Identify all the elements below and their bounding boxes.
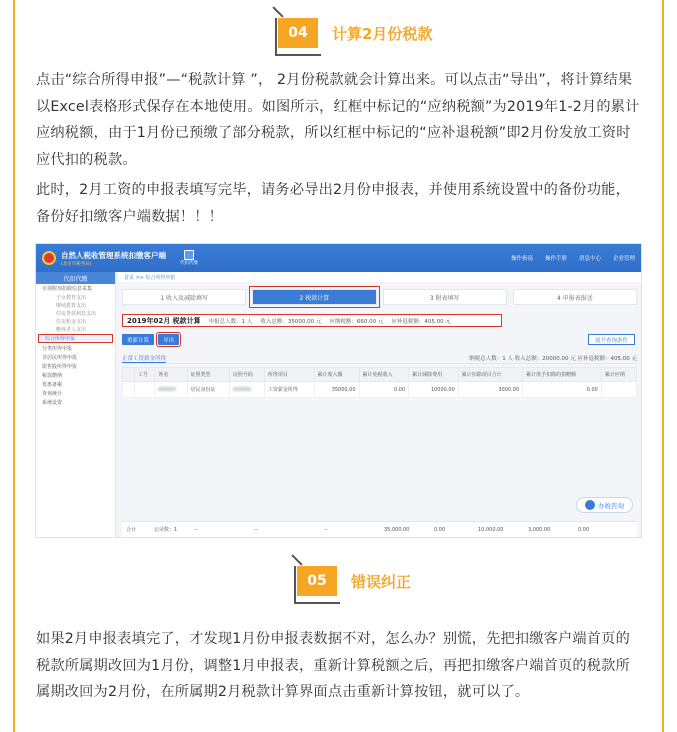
top-link[interactable]: 企业管理 <box>612 256 635 262</box>
column-header: 所得项目 <box>264 368 314 382</box>
section-number: 05 <box>297 566 337 596</box>
tax-table <box>122 367 637 398</box>
sidebar-item[interactable]: 限售股所得申报 <box>42 364 78 370</box>
sidebar-item[interactable]: 赡养老人支出 <box>56 326 87 333</box>
chat-icon <box>585 500 595 510</box>
column-header: 证照号码 <box>229 368 264 382</box>
table-cell: 0.00 <box>359 382 409 398</box>
section-04-header <box>278 18 432 48</box>
app-title: 自然人税收管理系统扣缴客户端 <box>61 250 166 260</box>
column-header: 累计准予扣除的捐赠额 <box>523 368 602 382</box>
table-row[interactable] <box>123 382 637 398</box>
section-title: 错误纠正 <box>351 572 412 591</box>
sidebar-item[interactable]: 专项附加扣除信息采集 <box>42 286 93 292</box>
column-header: 累计减除费用 <box>409 368 459 382</box>
table-cell <box>601 382 636 398</box>
step-tab[interactable]: 3 附表填写 <box>383 289 507 305</box>
footer-cell: 0.00 <box>578 526 590 533</box>
top-links <box>511 254 641 262</box>
summary-income: 收入总额：35000.00 元 <box>260 318 322 325</box>
table-cell: 10000.00 <box>409 382 459 398</box>
paragraph-2: 此时，2月工资的申报表填写完毕，请务必导出2月份申报表，并使用系统设置中的备份功能，备份好扣缴客户端数据！！！ <box>36 182 630 225</box>
sidebar-item[interactable]: 分类所得申报 <box>42 346 73 352</box>
tax-consult-button[interactable] <box>576 497 633 513</box>
tab-summary: 纳税总人数：1 人 收入总额：20000.00 元 应补退税额：405.00 元 <box>469 356 637 362</box>
expand-query-button[interactable]: 展开查询条件 <box>588 334 635 345</box>
step-tab[interactable]: 2 税款计算 <box>252 289 376 305</box>
main-panel <box>118 272 641 537</box>
tax-emblem-icon <box>42 251 56 265</box>
footer-cell: -- <box>254 526 258 533</box>
app-topbar <box>36 244 641 272</box>
column-header: 证照类型 <box>187 368 229 382</box>
export-button[interactable]: 导出 <box>158 334 179 345</box>
summary-count: 申报总人数：1 人 <box>208 318 253 325</box>
step-tab[interactable]: 4 申报表报送 <box>513 289 637 305</box>
summary-refund: 应补退税额：405.00 元 <box>391 318 451 325</box>
tab-salary[interactable]: 正常工资薪金所得 <box>122 356 167 362</box>
footer-cell: -- <box>194 526 198 533</box>
table-cell <box>135 382 155 398</box>
embedded-screenshot <box>35 243 642 538</box>
top-icon-label: 代扣代缴 <box>180 261 198 266</box>
section-05-header <box>297 566 411 596</box>
sidebar-item[interactable]: 住房租金支出 <box>56 318 87 325</box>
tax-summary-bar <box>122 314 502 327</box>
step-bar <box>122 288 637 306</box>
table-cell: 35000.00 <box>314 382 359 398</box>
footer-cell: 35,000.00 <box>384 526 410 533</box>
sidebar <box>36 272 116 537</box>
withholding-icon[interactable] <box>184 250 194 260</box>
sidebar-head[interactable]: 代扣代缴 <box>36 272 115 284</box>
top-link[interactable]: 消息中心 <box>578 256 601 262</box>
column-header: 累计应纳 <box>601 368 636 382</box>
table-cell: 居民身份证 <box>187 382 229 398</box>
footer-cell: 3,000.00 <box>528 526 551 533</box>
column-header: 姓名 <box>155 368 187 382</box>
table-footer <box>122 521 637 537</box>
left-border <box>13 0 15 732</box>
footer-cell: -- <box>324 526 328 533</box>
table-cell: 0.00 <box>523 382 602 398</box>
recalculate-button[interactable]: 重新计算 <box>122 334 154 345</box>
sidebar-item[interactable]: 继续教育支出 <box>56 302 87 309</box>
section-number: 04 <box>278 18 318 48</box>
step-tab[interactable]: 1 收入及减除填写 <box>122 289 246 305</box>
chat-label: 办税咨询 <box>598 501 624 510</box>
sidebar-item[interactable]: 住房贷款利息支出 <box>56 310 97 317</box>
paragraph-1: 点击“综合所得申报”—“税款计算 ”， 2月份税款就会计算出来。可以点击“导出”，将计算结果以Excel表格形式保存在本地使用。如图所示，红框中标记的“应纳税额”为2019年1-2月的累计应纳税额，由于1月份已预缴了部分税款，所以红框中标记的“应补退税额”即2月份发放工资时应代扣的税款。 <box>36 72 640 168</box>
column-header: 累计收入额 <box>314 368 359 382</box>
top-link[interactable]: 操作指南 <box>510 256 533 262</box>
sidebar-item[interactable]: 优惠备案 <box>42 382 63 388</box>
breadcrumb[interactable]: 首页 >> 综合所得申报 <box>118 272 641 282</box>
top-link[interactable]: 操作手册 <box>544 256 567 262</box>
app-subtitle: (北京市税务局) <box>61 261 92 267</box>
sidebar-item[interactable]: 系统设置 <box>42 400 63 406</box>
sidebar-item[interactable]: 子女教育支出 <box>56 294 87 301</box>
right-border <box>662 0 664 732</box>
sidebar-item[interactable]: 税款缴纳 <box>42 373 63 379</box>
table-cell <box>155 382 187 398</box>
footer-cell: 记录数：1 <box>154 527 178 533</box>
table-cell <box>229 382 264 398</box>
sidebar-item[interactable]: 综合所得申报 <box>38 334 113 343</box>
table-cell: 3000.00 <box>458 382 522 398</box>
footer-cell: 合计 <box>126 527 137 533</box>
column-header: 累计免税收入 <box>359 368 409 382</box>
column-header: 累计扣除项目合计 <box>458 368 522 382</box>
sidebar-item[interactable]: 非居民所得申报 <box>42 355 78 361</box>
paragraph-3: 如果2月申报表填完了，才发现1月份申报表数据不对，怎么办？别慌，先把扣缴客户端首页的税款所属期改回为1月份，调整1月申报表，重新计算税额之后，再把扣缴客户端首页的税款所属期改回为2月份，在所属期2月税款计算界面点击重新计算按钮，就可以了。 <box>36 631 630 700</box>
section-title: 计算2月份税款 <box>332 24 433 43</box>
summary-tax: 应纳税额：660.00 元 <box>329 318 384 325</box>
column-header: 工号 <box>135 368 155 382</box>
footer-cell: 0.00 <box>434 526 446 533</box>
sidebar-item[interactable]: 查询统计 <box>42 391 63 397</box>
footer-cell: 10,000.00 <box>478 526 504 533</box>
table-cell: 工资薪金所得 <box>264 382 314 398</box>
summary-period: 2019年02月 税款计算 <box>127 316 201 325</box>
